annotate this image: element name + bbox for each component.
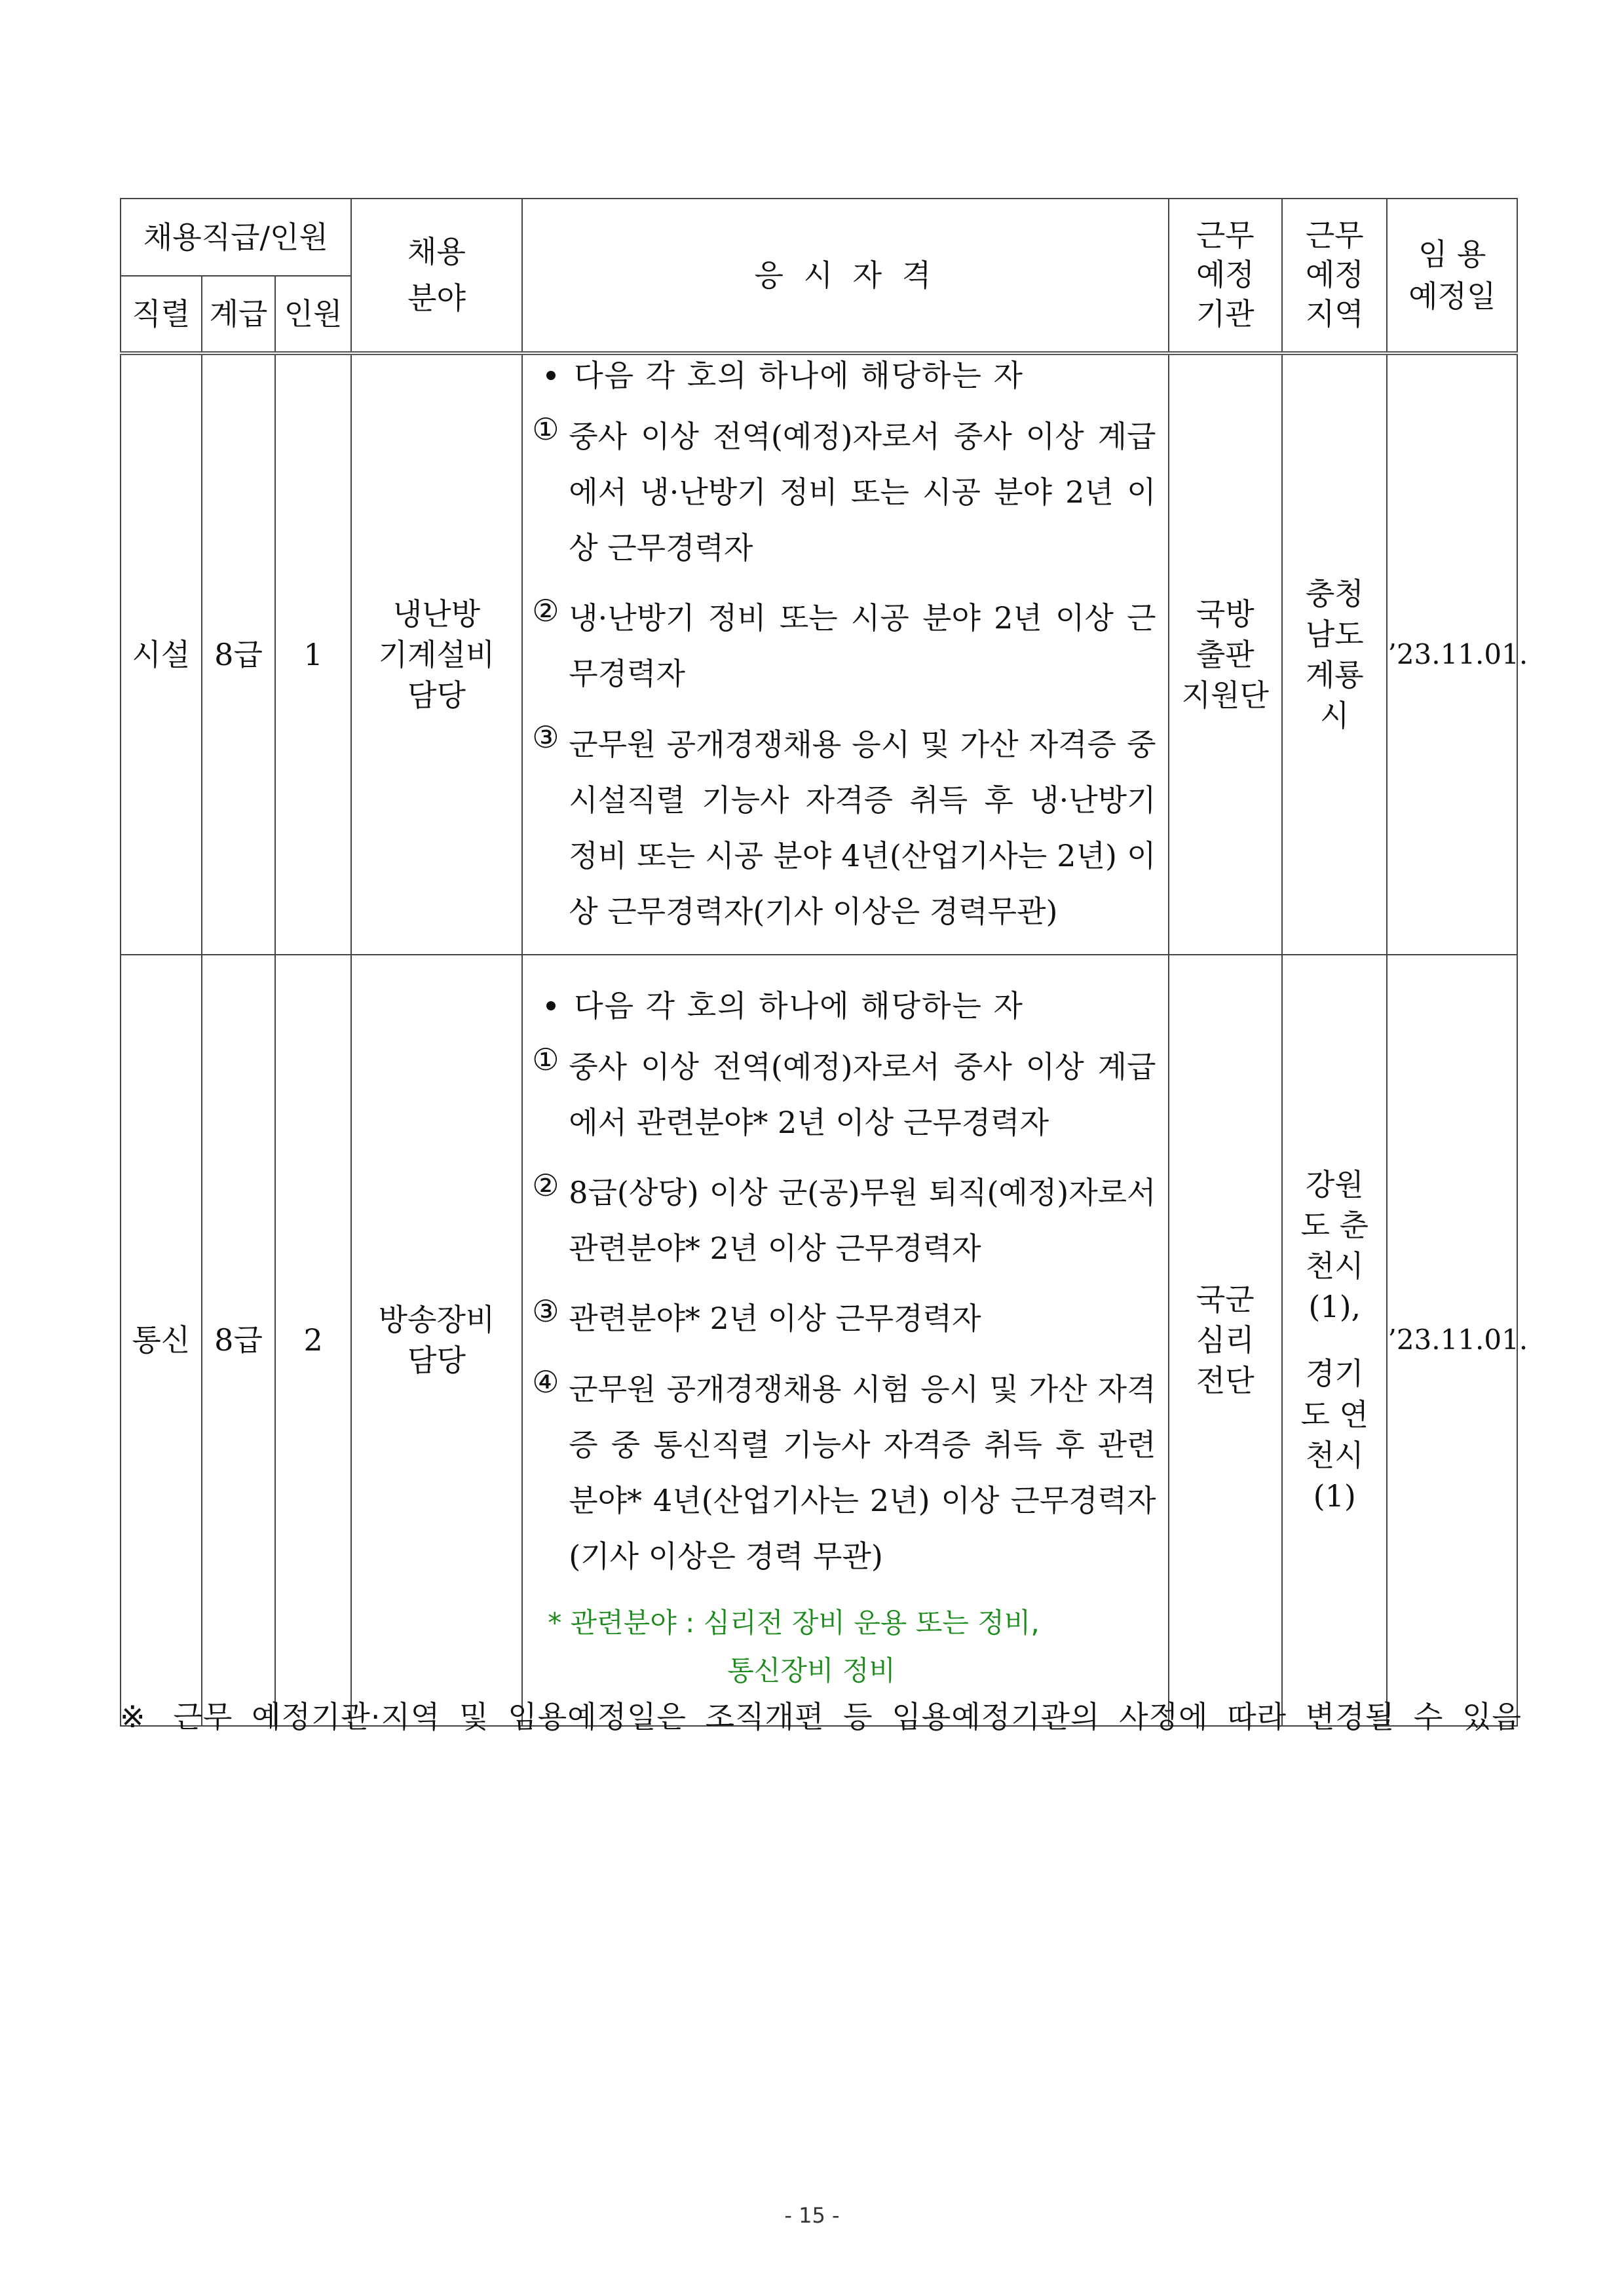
cell-region-line2: 경기도 연천시 (1) (1300, 1356, 1369, 1514)
table-row (121, 353, 1517, 955)
header-institution (1169, 199, 1283, 353)
header-qualification: 응 시 자 격 (522, 199, 1168, 353)
qualification-item-number: ③ (532, 719, 559, 755)
related-field-note-line1: * 관련분야 : 심리전 장비 운용 또는 정비, (548, 1606, 1040, 1639)
qualification-item (532, 1165, 1156, 1276)
qualification-item (532, 409, 1156, 576)
qualification-item (532, 1291, 1156, 1347)
header-region (1282, 199, 1387, 353)
cell-region-line1: 강원도 춘천시 (1), (1300, 1167, 1369, 1325)
cell-field-text: 방송장비 담당 (378, 1302, 495, 1379)
page-number: - 15 - (784, 2203, 840, 2228)
qualification-item-text: 중사 이상 전역(예정)자로서 중사 이상 계급에서 냉·난방기 정비 또는 시공 분야 2년 이상 근무경력자 (569, 419, 1156, 566)
header-region-label: 근무 예정 지역 (1305, 218, 1364, 332)
recruitment-table (120, 198, 1528, 1727)
cell-field-text: 냉난방 기계설비 담당 (378, 596, 495, 714)
related-field-note-line2: 통신장비 정비 (727, 1655, 896, 1687)
related-field-note (532, 1599, 1156, 1695)
qualification-item (532, 717, 1156, 940)
cell-region (1282, 353, 1387, 955)
cell-region (1282, 955, 1387, 1726)
cell-field (351, 955, 522, 1726)
cell-field (351, 353, 522, 955)
cell-date: ’23.11.01. (1387, 955, 1517, 1726)
header-field-label: 채용 분야 (407, 233, 466, 316)
qualification-item (532, 1039, 1156, 1151)
cell-count: 1 (275, 353, 350, 955)
qualification-item-text: 8급(상당) 이상 군(공)무원 퇴직(예정)자로서 관련분야* 2년 이상 근무경력자 (569, 1175, 1156, 1267)
qualification-item-number: ④ (532, 1364, 559, 1400)
cell-region-text: 충청 남도 계룡시 (1305, 575, 1364, 734)
cell-qualification (522, 353, 1168, 955)
bullet-icon (546, 1001, 556, 1010)
cell-series: 통신 (121, 955, 202, 1726)
header-field (351, 199, 522, 353)
header-count: 인원 (275, 276, 350, 353)
qualification-item-number: ② (532, 1168, 559, 1204)
header-series: 직렬 (121, 276, 202, 353)
cell-grade: 8급 (202, 955, 276, 1726)
qualification-intro (532, 355, 1156, 396)
qualification-item-text: 중사 이상 전역(예정)자로서 중사 이상 계급에서 관련분야* 2년 이상 근무경력자 (569, 1049, 1156, 1141)
qualification-item (532, 1362, 1156, 1584)
header-appointment-date (1387, 199, 1517, 353)
bullet-icon (546, 371, 556, 380)
footnote: ※ 근무 예정기관·지역 및 임용예정일은 조직개편 등 임용예정기관의 사정에 따라 변경될 수 있음 (120, 1699, 1522, 1734)
cell-grade: 8급 (202, 353, 276, 955)
cell-institution (1169, 353, 1283, 955)
qualification-item-number: ① (532, 411, 559, 448)
qualification-intro-text: 다음 각 호의 하나에 해당하는 자 (574, 358, 1024, 393)
qualification-item-text: 냉·난방기 정비 또는 시공 분야 2년 이상 근무경력자 (569, 600, 1156, 692)
qualification-item-number: ① (532, 1042, 559, 1078)
cell-institution (1169, 955, 1283, 1726)
cell-qualification (522, 955, 1168, 1726)
cell-institution-text: 국군 심리 전단 (1196, 1282, 1255, 1399)
qualification-intro (532, 985, 1156, 1026)
qualification-item-text: 관련분야* 2년 이상 근무경력자 (569, 1301, 981, 1337)
cell-series: 시설 (121, 353, 202, 955)
header-appointment-date-label: 임 용 예정일 (1408, 236, 1496, 314)
header-institution-label: 근무 예정 기관 (1196, 218, 1255, 332)
qualification-item (532, 590, 1156, 702)
qualification-item-number: ③ (532, 1293, 559, 1330)
table-row (121, 955, 1517, 1726)
cell-institution-text: 국방 출판 지원단 (1181, 596, 1269, 714)
cell-count: 2 (275, 955, 350, 1726)
header-position-group: 채용직급/인원 (121, 199, 351, 276)
qualification-item-number: ② (532, 593, 559, 629)
qualification-item-text: 군무원 공개경쟁채용 시험 응시 및 가산 자격증 중 통신직렬 기능사 자격증 취득 후 관련분야* 4년(산업기사는 2년) 이상 근무경력자(기사 이상은 경력 무관) (569, 1371, 1156, 1574)
qualification-item-text: 군무원 공개경쟁채용 응시 및 가산 자격증 중 시설직렬 기능사 자격증 취득 후 냉·난방기 정비 또는 시공 분야 4년(산업기사는 2년) 이상 근무경력자(기사 이상은 경력무관) (569, 726, 1156, 929)
header-grade: 계급 (202, 276, 276, 353)
cell-date: ’23.11.01. (1387, 353, 1517, 955)
qualification-intro-text: 다음 각 호의 하나에 해당하는 자 (574, 987, 1024, 1024)
